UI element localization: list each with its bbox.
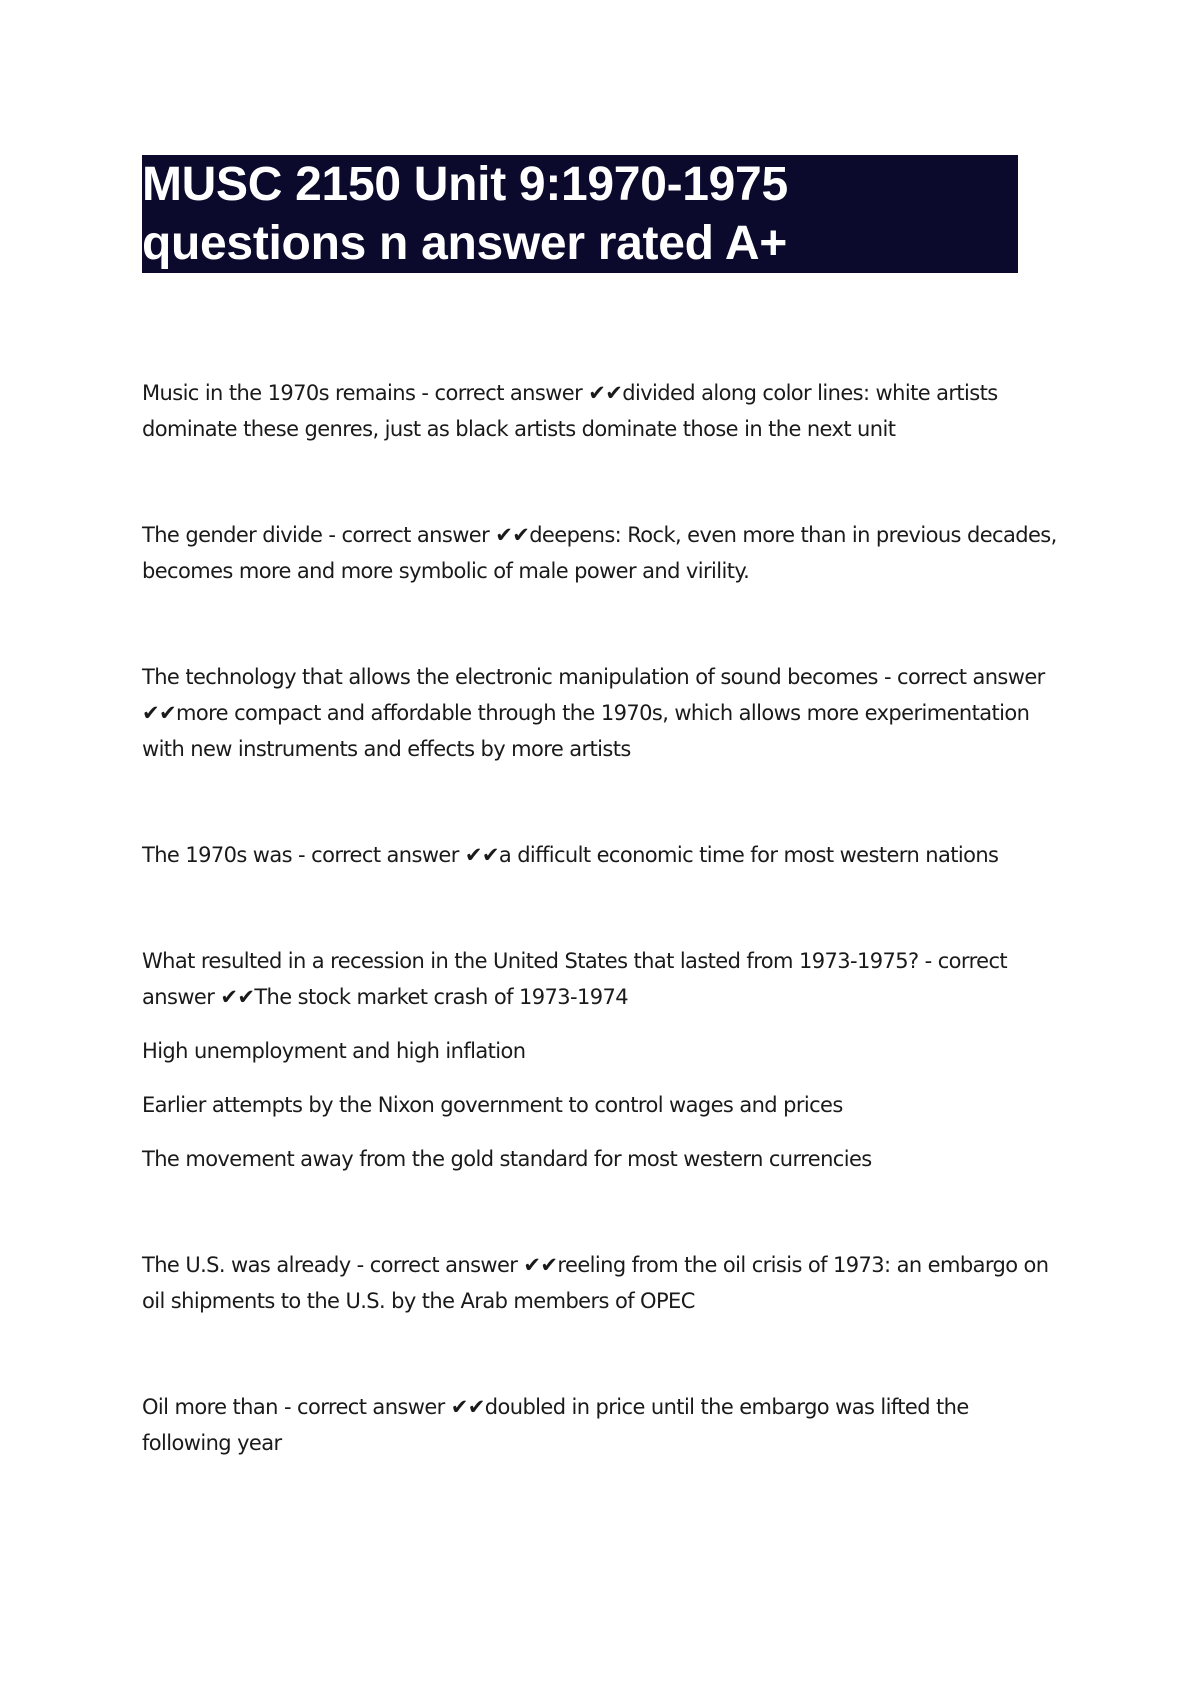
qa-item-6: The U.S. was already - correct answer ✔✔reeling from the oil crisis of 1973: an embargo on oil shipments to the U.S. by the Arab members of OPEC bbox=[142, 1253, 1049, 1313]
question-text: Oil more than bbox=[142, 1395, 278, 1419]
answer-extra-line: High unemployment and high inflation bbox=[142, 1039, 526, 1063]
title-line-2: questions n answer rated A+ bbox=[142, 217, 787, 270]
answer-marker: correct answer ✔✔ bbox=[369, 1253, 558, 1277]
qa-item-2: The gender divide - correct answer ✔✔deepens: Rock, even more than in previous decades, becomes more and more symbolic of male power and virility. bbox=[142, 523, 1057, 583]
answer-text: deepens: Rock, even more than in previous decades, becomes more and more symbolic of male power and virility. bbox=[142, 523, 1057, 583]
question-text: What resulted in a recession in the United States that lasted from 1973-1975? bbox=[142, 949, 919, 973]
answer-text: doubled in price until the embargo was lifted the following year bbox=[142, 1395, 969, 1455]
question-text: The U.S. was already bbox=[142, 1253, 351, 1277]
answer-text: a difficult economic time for most western nations bbox=[498, 843, 999, 867]
question-text: The gender divide bbox=[142, 523, 323, 547]
answer-text: reeling from the oil crisis of 1973: an embargo on oil shipments to the U.S. by the Arab members of OPEC bbox=[142, 1253, 1049, 1313]
answer-text: divided along color lines: white artists dominate these genres, just as black artists dominate those in the next unit bbox=[142, 381, 998, 441]
qa-item-1: Music in the 1970s remains - correct answer ✔✔divided along color lines: white artists dominate these genres, just as black artists dominate those in the next unit bbox=[142, 381, 998, 441]
qa-item-7: Oil more than - correct answer ✔✔doubled in price until the embargo was lifted the following year bbox=[142, 1395, 969, 1455]
qa-item-3: The technology that allows the electronic manipulation of sound becomes - correct answer ✔✔more compact and affordable through the 1970s, which allows more experimentation with new instruments and effects by more artists bbox=[142, 665, 1045, 761]
question-text: The technology that allows the electronic manipulation of sound becomes bbox=[142, 665, 878, 689]
document-title bbox=[142, 155, 1018, 273]
question-text: Music in the 1970s remains bbox=[142, 381, 416, 405]
answer-marker: correct answer ✔✔ bbox=[434, 381, 623, 405]
answer-marker: correct answer ✔✔ bbox=[142, 665, 1045, 725]
answer-text: The stock market crash of 1973-1974 bbox=[254, 985, 629, 1009]
answer-marker: correct answer ✔✔ bbox=[311, 843, 499, 867]
answer-text: more compact and affordable through the 1970s, which allows more experimentation with new instruments and effects by more artists bbox=[142, 701, 1030, 761]
qa-item-4: The 1970s was - correct answer ✔✔a difficult economic time for most western nations bbox=[142, 843, 999, 867]
answer-marker: correct answer ✔✔ bbox=[142, 949, 1008, 1009]
answer-marker: correct answer ✔✔ bbox=[297, 1395, 485, 1419]
question-text: The 1970s was bbox=[142, 843, 292, 867]
answer-marker: correct answer ✔✔ bbox=[341, 523, 530, 547]
answer-extra-line: Earlier attempts by the Nixon government to control wages and prices bbox=[142, 1093, 843, 1117]
qa-item-5: What resulted in a recession in the United States that lasted from 1973-1975? - correct answer ✔✔The stock market crash of 1973-1974 High unemployment and high inflation Earlier attempts by the Nixon government to control wages and prices The movement away from the gold standard for most western currencies bbox=[142, 943, 1062, 1177]
answer-extra-line: The movement away from the gold standard for most western currencies bbox=[142, 1147, 872, 1171]
title-line-1: MUSC 2150 Unit 9:1970-1975 bbox=[142, 158, 788, 211]
qa-list bbox=[142, 375, 1062, 1461]
